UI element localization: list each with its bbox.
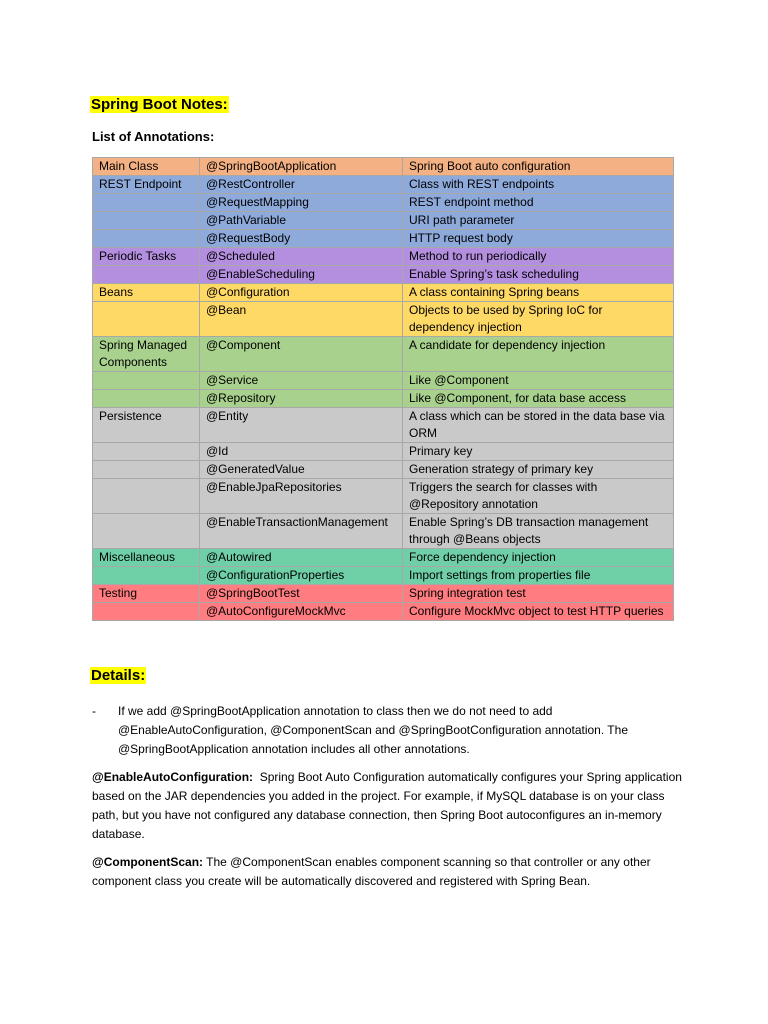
description-cell: Objects to be used by Spring IoC for dependency injection [403,302,674,337]
annotations-table-body [93,158,674,621]
table-row [93,230,674,248]
category-cell [93,194,200,212]
annotation-cell: @SpringBootTest [200,585,403,603]
annotation-cell: @PathVariable [200,212,403,230]
annotations-table [92,157,674,621]
bullet-dash: - [92,704,96,718]
annotation-cell: @ConfigurationProperties [200,567,403,585]
category-cell: Testing [93,585,200,603]
annotation-cell: @AutoConfigureMockMvc [200,603,403,621]
category-cell [93,302,200,337]
annotation-cell: @GeneratedValue [200,461,403,479]
category-cell [93,461,200,479]
description-cell: Triggers the search for classes with @Repository annotation [403,479,674,514]
description-cell: Import settings from properties file [403,567,674,585]
component-scan-paragraph [92,853,682,891]
category-cell: Persistence [93,408,200,443]
annotation-cell: @Service [200,372,403,390]
table-row [93,585,674,603]
table-row [93,158,674,176]
annotation-cell: @RequestBody [200,230,403,248]
table-row [93,390,674,408]
annotation-cell: @Repository [200,390,403,408]
table-row [93,284,674,302]
table-row [93,248,674,266]
table-row [93,212,674,230]
details-heading: Details: [91,667,146,684]
description-cell: Enable Spring’s task scheduling [403,266,674,284]
annotation-cell: @Id [200,443,403,461]
category-cell [93,443,200,461]
description-cell: Class with REST endpoints [403,176,674,194]
annotation-cell: @Configuration [200,284,403,302]
component-scan-term: @ComponentScan: [92,855,204,869]
category-cell [93,230,200,248]
table-row [93,549,674,567]
annotation-cell: @RequestMapping [200,194,403,212]
category-cell [93,603,200,621]
description-cell: Enable Spring’s DB transaction management through @Beans objects [403,514,674,549]
description-cell: A class which can be stored in the data base via ORM [403,408,674,443]
description-cell: URI path parameter [403,212,674,230]
description-cell: Like @Component [403,372,674,390]
category-cell: Main Class [93,158,200,176]
annotation-cell: @EnableJpaRepositories [200,479,403,514]
category-cell [93,567,200,585]
table-row [93,266,674,284]
description-cell: Generation strategy of primary key [403,461,674,479]
description-cell: Primary key [403,443,674,461]
component-scan-text: The @ComponentScan enables component scanning so that controller or any other component class you create will be automatically discovered and registered with Spring Bean. [92,855,651,888]
bullet-text: If we add @SpringBootApplication annotation to class then we do not need to add @EnableAutoConfiguration, @ComponentScan and @SpringBootConfiguration annotation. The @SpringBootApplication annotation includes all other annotations. [118,704,628,756]
category-cell [93,479,200,514]
description-cell: Configure MockMvc object to test HTTP queries [403,603,674,621]
annotation-cell: @Entity [200,408,403,443]
table-row [93,567,674,585]
table-row [93,443,674,461]
description-cell: Spring integration test [403,585,674,603]
table-caption: List of Annotations: [92,129,215,144]
category-cell [93,372,200,390]
annotation-cell: @EnableScheduling [200,266,403,284]
description-cell: HTTP request body [403,230,674,248]
category-cell: Beans [93,284,200,302]
annotation-cell: @SpringBootApplication [200,158,403,176]
enable-auto-configuration-text: Spring Boot Auto Configuration automatically configures your Spring application based on the JAR dependencies you added in the project. For example, if MySQL database is on your class path, but you have not configured any database connection, then Spring Boot autoconfigures an in-memory database. [92,770,682,841]
category-cell: REST Endpoint [93,176,200,194]
details-bullet [92,702,682,759]
table-row [93,408,674,443]
table-row [93,479,674,514]
table-row [93,302,674,337]
annotation-cell: @Component [200,337,403,372]
description-cell: Method to run periodically [403,248,674,266]
category-cell: Spring Managed Components [93,337,200,372]
description-cell: REST endpoint method [403,194,674,212]
description-cell: A candidate for dependency injection [403,337,674,372]
page-title: Spring Boot Notes: [91,96,228,113]
category-cell [93,514,200,549]
category-cell [93,212,200,230]
annotation-cell: @Bean [200,302,403,337]
category-cell [93,266,200,284]
annotation-cell: @EnableTransactionManagement [200,514,403,549]
description-cell: A class containing Spring beans [403,284,674,302]
table-row [93,603,674,621]
category-cell [93,390,200,408]
table-row [93,176,674,194]
table-row [93,372,674,390]
table-row [93,461,674,479]
annotation-cell: @Scheduled [200,248,403,266]
table-row [93,514,674,549]
annotation-cell: @RestController [200,176,403,194]
description-cell: Like @Component, for data base access [403,390,674,408]
enable-auto-configuration-paragraph [92,768,682,844]
description-cell: Spring Boot auto configuration [403,158,674,176]
table-row [93,194,674,212]
annotation-cell: @Autowired [200,549,403,567]
enable-auto-configuration-term: @EnableAutoConfiguration: [92,770,254,784]
description-cell: Force dependency injection [403,549,674,567]
table-row [93,337,674,372]
category-cell: Periodic Tasks [93,248,200,266]
category-cell: Miscellaneous [93,549,200,567]
